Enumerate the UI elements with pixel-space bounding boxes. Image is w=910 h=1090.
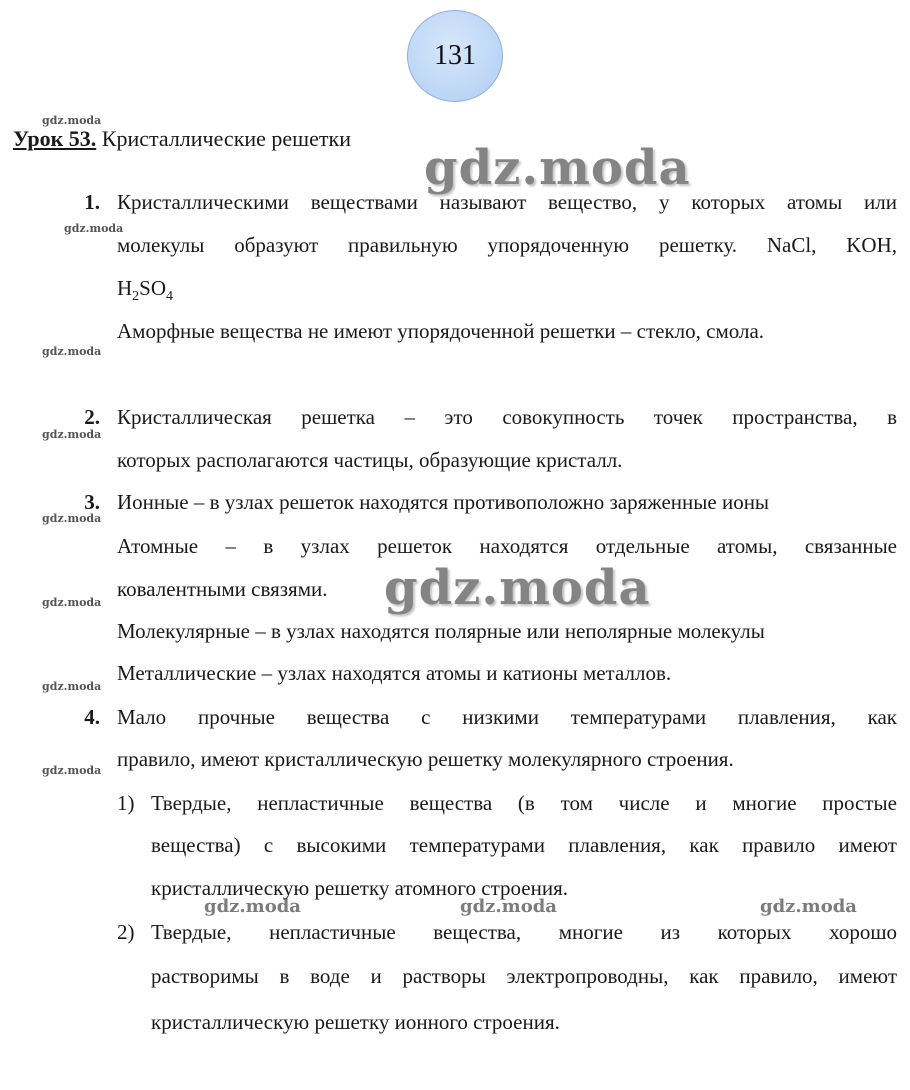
text-line: молекулы образуют правильную упорядоченную решетку. NaCl, KOH, [117,233,897,257]
text-line: Твердые, непластичные вещества (в том числе и многие простые [151,791,897,815]
watermark-small: gdz.moda [42,764,102,777]
text-line: Молекулярные – в узлах находятся полярные или неполярные молекулы [117,619,765,643]
watermark-mid: gdz.moda [760,896,857,917]
text-line: кристаллическую решетку атомного строения. [151,876,568,900]
text-line: Ионные – в узлах решеток находятся противоположно заряженные ионы [117,490,770,514]
watermark-small: gdz.moda [42,596,102,609]
item-number: 2. [84,405,100,429]
text-line: Твердые, непластичные вещества, многие из которых хорошо [151,920,897,944]
watermark-small: gdz.moda [42,345,102,358]
watermark-small: gdz.moda [42,428,102,441]
watermark-small: gdz.moda [42,114,102,127]
page-number-badge [407,10,503,102]
text-line: Кристаллическая решетка – это совокупность точек пространства, в [117,405,897,429]
text-line: Кристаллическими веществами называют вещество, у которых атомы или [117,190,897,214]
text-line: кристаллическую решетку ионного строения. [151,1010,560,1034]
item-number: 3. [84,490,100,514]
item-number: 4. [84,705,100,729]
watermark-small: gdz.moda [42,680,102,693]
text-line: правило, имеют кристаллическую решетку молекулярного строения. [117,747,734,771]
watermark-big: gdz.moda [384,560,651,616]
text-line: вещества) с высокими температурами плавления, как правило имеют [151,833,897,857]
text-line: которых располагаются частицы, образующие кристалл. [117,448,623,472]
text-line: ковалентными связями. [117,577,328,601]
formula-h2so4: $H_2SO_4$ [117,276,174,305]
text-line: Аморфные вещества не имеют упорядоченной решетки – стекло, смола. [117,319,765,343]
subitem-label: 1) [117,791,135,815]
text-line: Металлические – узлах находятся атомы и катионы металлов. [117,661,672,685]
watermark-small: gdz.moda [64,222,124,235]
lesson-number: Урок 53. [13,126,97,151]
text-line: растворимы в воде и растворы электропроводны, как правило, имеют [151,964,897,988]
text-line: Мало прочные вещества с низкими температурами плавления, как [117,705,897,729]
lesson-topic: Кристаллические решетки [101,126,351,151]
watermark-mid: gdz.moda [460,896,557,917]
watermark-small: gdz.moda [42,512,102,525]
subitem-label: 2) [117,920,135,944]
watermark-mid: gdz.moda [204,896,301,917]
lesson-title [13,126,351,152]
item-number: 1. [84,190,100,214]
watermark-big: gdz.moda [424,140,691,196]
text-line: Атомные – в узлах решеток находятся отдельные атомы, связанные [117,534,897,558]
page-number: 131 [434,40,476,71]
